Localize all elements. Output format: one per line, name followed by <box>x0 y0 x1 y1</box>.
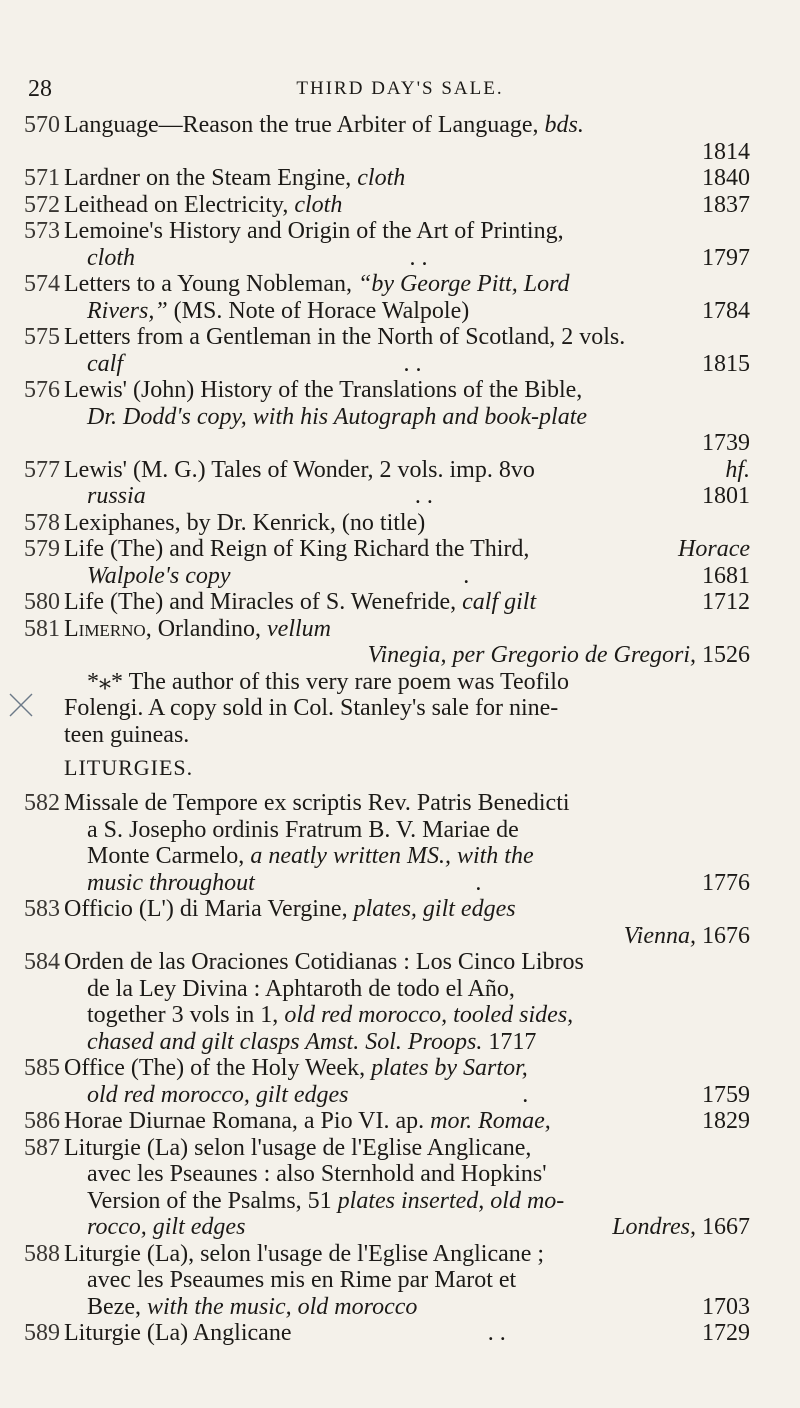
list-item <box>0 1320 800 1347</box>
lot-year: 1729 <box>701 1320 750 1346</box>
lot-provenance: Horace <box>678 536 750 562</box>
leader-dots: . . <box>409 244 428 271</box>
lot-number: 582 <box>24 790 60 816</box>
list-item <box>0 324 800 377</box>
list-item <box>0 536 800 589</box>
list-item <box>0 165 800 192</box>
list-item <box>0 377 800 457</box>
lot-binding: calf <box>87 350 123 377</box>
lot-title: avec les Pseaunes : also Sternhold and Hopkins' <box>87 1161 547 1187</box>
lot-title: Letters to a Young Nobleman, <box>64 271 358 297</box>
lot-title: Lexiphanes, by Dr. Kenrick, (no title) <box>64 509 426 536</box>
lot-title: Office (The) of the Holy Week, <box>64 1055 372 1081</box>
lot-binding: vellum <box>267 615 332 642</box>
list-item <box>0 896 800 949</box>
list-item <box>0 1135 800 1241</box>
lot-number: 571 <box>24 165 60 191</box>
lot-number: 575 <box>24 324 60 350</box>
lot-title: Lewis' (John) History of the Translations of the Bible, <box>64 377 583 403</box>
lot-title: Lemoine's History and Origin of the Art of Printing, <box>64 218 564 244</box>
lot-title: avec les Pseaumes mis en Rime par Marot et <box>87 1267 517 1293</box>
lot-year: 1776 <box>702 869 750 896</box>
lot-title: de la Ley Divina : Aphtaroth de todo el Año, <box>87 975 515 1002</box>
lot-number: 577 <box>24 456 60 483</box>
list-item <box>0 218 800 271</box>
lot-number: 586 <box>24 1108 60 1134</box>
lot-year: 1840 <box>702 165 750 191</box>
lot-year: 1717 <box>488 1028 537 1055</box>
lot-title: Officio (L') di Maria Vergine, <box>64 896 354 922</box>
lot-description: plates, gilt edges <box>353 896 516 922</box>
leader-dots: . . <box>414 483 433 509</box>
lot-number: 588 <box>24 1240 60 1267</box>
lot-imprint: Vienna, <box>623 922 696 949</box>
page-header <box>0 76 800 106</box>
lot-year: 1681 <box>702 562 750 589</box>
lot-binding: old red morocco, tooled sides, <box>284 1002 574 1028</box>
lot-title: a S. Josepho ordinis Fratrum B. V. Mariae de <box>87 816 519 843</box>
lot-provenance: “by George Pitt, Lord <box>357 271 570 297</box>
lot-description-cont: music throughout <box>87 869 255 896</box>
lot-title: Monte Carmelo, <box>87 843 251 869</box>
leader-dots: . <box>475 869 482 896</box>
lot-number: 589 <box>24 1320 60 1346</box>
lot-year: 1814 <box>702 138 750 165</box>
lot-provenance-cont: Rivers,” <box>87 297 168 324</box>
lot-footnote: *⁎* The author of this very rare poem was Teofilo <box>87 668 569 695</box>
lot-title: Liturgie (La), selon l'usage de l'Eglise Anglicane ; <box>64 1240 545 1267</box>
lot-number: 578 <box>24 509 60 536</box>
lot-year: 1837 <box>702 191 750 218</box>
lot-title: Missale de Tempore ex scriptis Rev. Patris Benedicti <box>64 790 570 816</box>
lot-year: 1801 <box>702 483 750 509</box>
lot-title: Life (The) and Miracles of S. Wenefride, <box>64 589 463 615</box>
lot-title: Liturgie (La) selon l'usage de l'Eglise Anglicane, <box>64 1134 532 1161</box>
lot-binding: mor. Romae, <box>430 1108 551 1134</box>
lot-footnote: Folengi. A copy sold in Col. Stanley's sale for nine- <box>64 695 559 721</box>
leader-dots: . <box>463 562 470 589</box>
lot-title: together 3 vols in 1, <box>87 1002 285 1028</box>
catalogue-entries <box>0 112 800 1347</box>
list-item <box>0 949 800 1055</box>
lot-title: Orden de las Oraciones Cotidianas : Los Cinco Libros <box>64 949 584 975</box>
list-item <box>0 112 800 165</box>
lot-title: Leithead on Electricity, <box>64 191 295 218</box>
lot-year: 1676 <box>702 922 750 949</box>
lot-description: a neatly written MS., with the <box>250 843 534 869</box>
running-title: THIRD DAY'S SALE. <box>296 78 504 99</box>
section-heading: LITURGIES. <box>64 755 194 780</box>
lot-number: 584 <box>24 949 60 975</box>
lot-year: 1829 <box>702 1108 750 1134</box>
lot-title: Lewis' (M. G.) Tales of Wonder, 2 vols. imp. 8vo <box>64 456 535 483</box>
lot-binding: old red morocco, gilt edges <box>87 1081 349 1108</box>
lot-year: 1667 <box>702 1214 750 1240</box>
list-item <box>0 1055 800 1108</box>
lot-footnote: teen guineas. <box>64 721 190 748</box>
leader-dots: . . <box>403 350 422 377</box>
list-item <box>0 510 800 537</box>
lot-binding: cloth <box>87 244 135 271</box>
page-number: 28 <box>28 76 52 102</box>
list-item <box>0 616 800 749</box>
lot-year: 1739 <box>702 430 750 456</box>
list-item <box>0 589 800 616</box>
lot-year: 1703 <box>702 1293 750 1320</box>
lot-provenance: Dr. Dodd's copy, with his Autograph and book-plate <box>87 403 588 430</box>
leader-dots: . <box>522 1081 529 1108</box>
lot-imprint: Londres, <box>612 1214 696 1240</box>
lot-number: 581 <box>24 615 60 642</box>
lot-number: 580 <box>24 589 60 615</box>
lot-binding: bds. <box>544 112 584 138</box>
lot-number: 574 <box>24 271 60 297</box>
lot-number: 579 <box>24 536 60 562</box>
lot-title: Orlandino, <box>151 615 268 642</box>
list-item <box>0 1241 800 1321</box>
lot-title: Horae Diurnae Romana, a Pio VI. ap. <box>64 1108 431 1134</box>
lot-year: 1526 <box>702 642 750 668</box>
lot-year: 1712 <box>702 589 750 615</box>
lot-year: 1759 <box>701 1081 750 1108</box>
lot-description: plates inserted, old mo- <box>337 1187 565 1214</box>
lot-binding-cont: chased and gilt clasps Amst. Sol. Proops. <box>87 1028 483 1055</box>
list-item <box>0 1108 800 1135</box>
lot-binding: with the music, old morocco <box>146 1293 418 1320</box>
leader-dots: . . <box>487 1320 506 1346</box>
lot-year: 1815 <box>702 350 750 377</box>
lot-imprint: Vinegia, per Gregorio de Gregori, <box>367 642 696 668</box>
lot-number: 573 <box>24 218 60 244</box>
lot-year: 1797 <box>702 244 750 271</box>
lot-number: 583 <box>24 896 60 922</box>
lot-title: Lardner on the Steam Engine, <box>64 165 358 191</box>
lot-number: 587 <box>24 1134 60 1161</box>
lot-title: Letters from a Gentleman in the North of Scotland, 2 vols. <box>64 324 626 350</box>
lot-binding: cloth <box>294 191 343 218</box>
lot-title: Beze, <box>87 1293 147 1320</box>
lot-provenance-cont: Walpole's copy <box>87 562 231 589</box>
lot-binding: calf gilt <box>462 589 537 615</box>
lot-title: Liturgie (La) Anglicane <box>64 1320 292 1346</box>
list-item <box>0 790 800 896</box>
lot-binding: hf. <box>725 456 750 483</box>
list-item <box>0 271 800 324</box>
lot-note: (MS. Note of Horace Walpole) <box>167 297 470 324</box>
lot-binding: rocco, gilt edges <box>87 1214 246 1240</box>
lot-title: Life (The) and Reign of King Richard the Third, <box>64 536 530 562</box>
lot-title: Version of the Psalms, 51 <box>87 1187 338 1214</box>
lot-title: Language—Reason the true Arbiter of Language, <box>64 112 545 138</box>
lot-number: 585 <box>24 1055 60 1081</box>
list-item <box>0 192 800 219</box>
lot-number: 570 <box>24 112 60 138</box>
list-item <box>0 457 800 510</box>
lot-binding-cont: russia <box>87 483 146 509</box>
lot-description: plates by Sartor, <box>371 1055 528 1081</box>
lot-number: 572 <box>24 191 60 218</box>
lot-year: 1784 <box>702 297 750 324</box>
lot-number: 576 <box>24 377 60 403</box>
lot-author: Limerno, <box>64 615 152 642</box>
lot-binding: cloth <box>357 165 406 191</box>
